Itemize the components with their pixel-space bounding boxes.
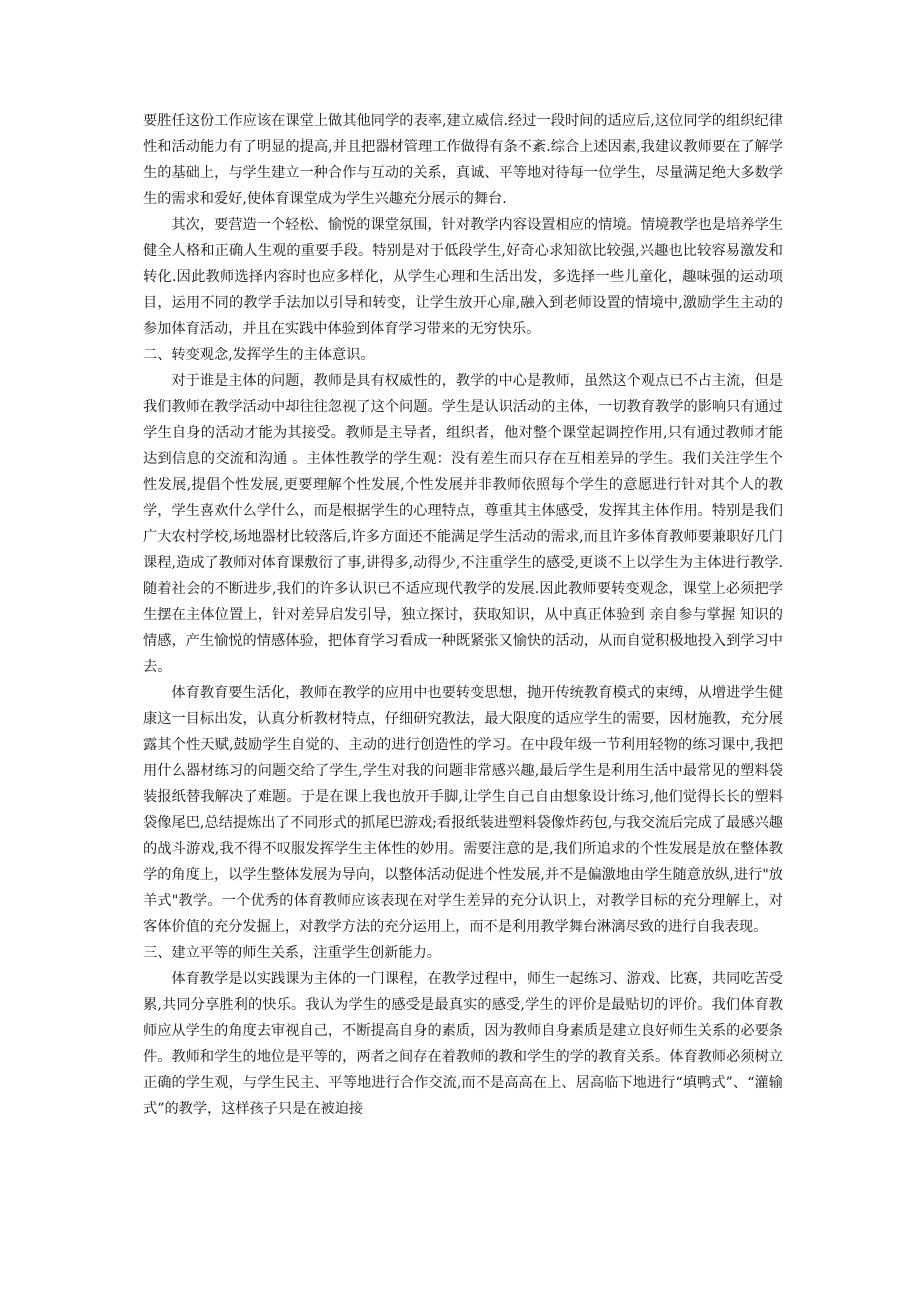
section-heading-3: 三、建立平等的师生关系，注重学生创新能力。 bbox=[143, 945, 441, 961]
paragraph-2: 其次，要营造一个轻松、愉悦的课堂氛围，针对教学内容设置相应的情境。情境教学也是培养学生健全人格和正确人生观的重要手段。特别是对于低段学生,好奇心求知欲比较强,兴趣也比较容易激发和转化.因此教师选择内容时也应多样化，从学生心理和生活出发，多选择一些儿童化，趣味强的运动项目，运用不同的教学手法加以引导和转变，让学生放开心扉,融入到老师设置的情境中,激励学生主动的参加体育活动，并且在实践中体验到体育学习带来的无穷快乐。 bbox=[143, 217, 783, 337]
paragraph-3: 对于谁是主体的问题，教师是具有权威性的，教学的中心是教师，虽然这个观点已不占主流，但是我们教师在教学活动中却往往忽视了这个问题。学生是认识活动的主体，一切教育教学的影响只有通过学生自身的活动才能为其接受。教师是主导者，组织者，他对整个课堂起调控作用,只有通过教师才能达到信息的交流和沟通 。主体性教学的学生观：没有差生而只存在互相差异的学生。我们关注学生个性发展,提倡个性发展,更要理解个性发展,个性发展并非教师依照每个学生的意愿进行针对其个人的教学，学生喜欢什么学什么，而是根据学生的心理特点，尊重其主体感受，发挥其主体作用。特别是我们广大农村学校,场地器材比较落后,许多方面还不能满足学生活动的需求,而且许多体育教师要兼职好几门课程,造成了教师对体育课敷衍了事,讲得多,动得少,不注重学生的感受,更谈不上以学生为主体进行教学.随着社会的不断进步,我们的许多认识已不适应现代教学的发展.因此教师要转变观念，课堂上必须把学生摆在主体位置上，针对差异启发引导，独立探讨，获取知识，从中真正体验到 亲自参与掌握 知识的情感，产生愉悦的情感体验，把体育学习看成一种既紧张又愉快的活动，从而自觉积极地投入到学习中去。 bbox=[143, 373, 783, 675]
paragraph-1: 要胜任这份工作应该在课堂上做其他同学的表率,建立威信.经过一段时间的适应后,这位同学的组织纪律性和活动能力有了明显的提高,并且把器材管理工作做得有条不紊.综合上述因素,我建议教师要在了解学生的基础上，与学生建立一种合作与互动的关系，真诚、平等地对待每一位学生，尽量满足绝大多数学生的需求和爱好,使体育课堂成为学生兴趣充分展示的舞台. bbox=[143, 113, 783, 207]
paragraph-4: 体育教育要生活化，教师在教学的应用中也要转变思想，抛开传统教育模式的束缚，从增进学生健康这一目标出发，认真分析教材特点，仔细研究教法，最大限度的适应学生的需要，因材施教，充分展露其个性天赋,鼓励学生自觉的、主动的进行创造性的学习。在中段年级一节利用轻物的练习课中,我把用什么器材练习的问题交给了学生,学生对我的问题非常感兴趣,最后学生是利用生活中最常见的塑料袋装报纸替我解决了难题。于是在课上我也放开手脚,让学生自己自由想象设计练习,他们觉得长长的塑料袋像尾巴,总结提炼出了不同形式的抓尾巴游戏;看报纸装进塑料袋像炸药包,与我交流后完成了最感兴趣的战斗游戏,我不得不叹服发挥学生主体性的妙用。需要注意的是,我们所追求的个性发展是放在整体教学的角度上，以学生整体发展为导向，以整体活动促进个性发展,并不是偏激地由学生随意放纵,进行"放羊式"教学。一个优秀的体育教师应该表现在对学生差异的充分认识上，对教学目标的充分理解上，对客体价值的充分发掘上，对教学方法的充分运用上，而不是利用教学舞台淋漓尽致的进行自我表现。 bbox=[143, 685, 783, 935]
section-heading-2: 二、转变观念,发挥学生的主体意识。 bbox=[143, 347, 375, 363]
document-body bbox=[143, 108, 783, 1122]
paragraph-5: 体育教学是以实践课为主体的一门课程，在教学过程中，师生一起练习、游戏、比赛，共同吃苦受累,共同分享胜利的快乐。我认为学生的感受是最真实的感受,学生的评价是最贴切的评价。我们体育教师应从学生的角度去审视自己，不断提高自身的素质，因为教师自身素质是建立良好师生关系的必要条件。教师和学生的地位是平等的，两者之间存在着教师的教和学生的学的教育关系。体育教师必须树立正确的学生观，与学生民主、平等地进行合作交流,而不是高高在上、居高临下地进行“填鸭式”、“灌输式”的教学，这样孩子只是在被迫接 bbox=[143, 971, 783, 1117]
